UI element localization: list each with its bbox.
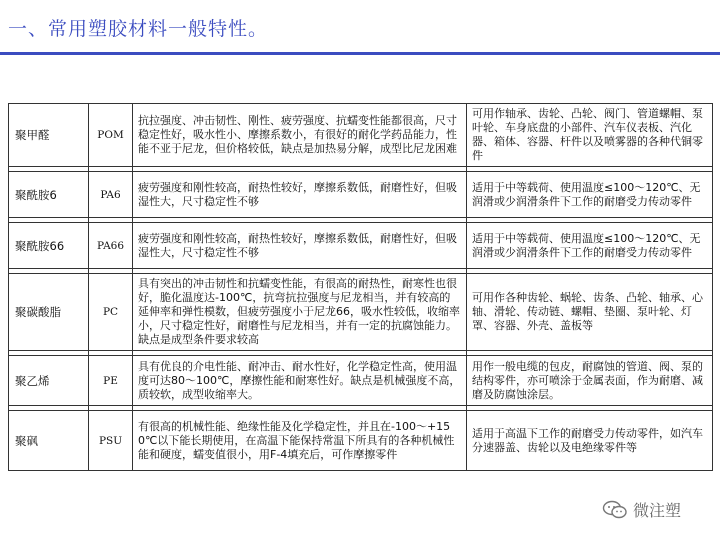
material-name: 聚酰胺6 [9, 172, 89, 218]
table-row [9, 411, 713, 471]
material-abbr: PE [89, 356, 133, 406]
table-row [9, 274, 713, 351]
material-uses: 用作一般电缆的包皮，耐腐蚀的管道、阀、泵的结构零件，亦可喷涂于金属表面，作为耐磨、减磨及防腐蚀涂层。 [467, 356, 713, 406]
material-abbr: PSU [89, 411, 133, 471]
material-uses: 适用于高温下工作的耐磨受力传动零件，如汽车分速器盖、齿轮以及电绝缘零件等 [467, 411, 713, 471]
material-properties: 具有优良的介电性能、耐冲击、耐水性好，化学稳定性高，使用温度可达80～100℃，摩擦性能和耐寒性好。缺点是机械强度不高，质较软，成型收缩率大。 [133, 356, 467, 406]
page-title: 一、常用塑胶材料一般特性。 [8, 18, 269, 40]
material-uses: 适用于中等载荷、使用温度≤100～120℃、无润滑或少润滑条件下工作的耐磨受力传动零件 [467, 172, 713, 218]
material-abbr: PA66 [89, 223, 133, 269]
material-name: 聚碳酸脂 [9, 274, 89, 351]
title-underline [0, 52, 720, 55]
table-row [9, 104, 713, 167]
material-properties: 疲劳强度和刚性较高，耐热性较好，摩擦系数低，耐磨性好，但吸湿性大，尺寸稳定性不够 [133, 172, 467, 218]
material-properties: 抗拉强度、冲击韧性、刚性、疲劳强度、抗蠕变性能都很高，尺寸稳定性好，吸水性小、摩擦系数小，有很好的耐化学药品能力，性能不亚于尼龙，但价格较低，缺点是加热易分解，成型比尼龙困难 [133, 104, 467, 167]
material-properties: 具有突出的冲击韧性和抗蠕变性能，有很高的耐热性，耐寒性也很好，脆化温度达-100℃，抗弯抗拉强度与尼龙相当，并有较高的延伸率和弹性模数，但疲劳强度小于尼龙66，吸水性较低，收缩率小，尺寸稳定性好，耐磨性与尼龙相当，并有一定的抗腐蚀能力。缺点是成型条件要求较高 [133, 274, 467, 351]
material-abbr: PA6 [89, 172, 133, 218]
wechat-icon [602, 500, 628, 520]
material-abbr: PC [89, 274, 133, 351]
table-row [9, 356, 713, 406]
material-name: 聚酰胺66 [9, 223, 89, 269]
material-name: 聚砜 [9, 411, 89, 471]
watermark [602, 498, 681, 521]
watermark-text: 微注塑 [633, 501, 682, 520]
material-properties: 有很高的机械性能、绝缘性能及化学稳定性，并且在-100～+150℃以下能长期使用，在高温下能保持常温下所具有的各种机械性能和硬度，蠕变值很小，用F-4填充后，可作摩擦零件 [133, 411, 467, 471]
plastic-properties-table [8, 103, 713, 471]
material-name: 聚甲醛 [9, 104, 89, 167]
table-row [9, 223, 713, 269]
table-row [9, 172, 713, 218]
material-uses: 可用作轴承、齿轮、凸轮、阀门、管道螺帽、泵叶轮、车身底盘的小部件、汽车仪表板、汽化器、箱体、容器、杆件以及喷雾器的各种代铜零件 [467, 104, 713, 167]
material-uses: 可用作各种齿轮、蜗轮、齿条、凸轮、轴承、心轴、滑轮、传动链、螺帽、垫圈、泵叶轮、灯罩、容器、外壳、盖板等 [467, 274, 713, 351]
material-properties: 疲劳强度和刚性较高，耐热性较好，摩擦系数低，耐磨性好，但吸湿性大，尺寸稳定性不够 [133, 223, 467, 269]
material-uses: 适用于中等载荷、使用温度≤100～120℃、无润滑或少润滑条件下工作的耐磨受力传动零件 [467, 223, 713, 269]
material-name: 聚乙烯 [9, 356, 89, 406]
material-abbr: POM [89, 104, 133, 167]
